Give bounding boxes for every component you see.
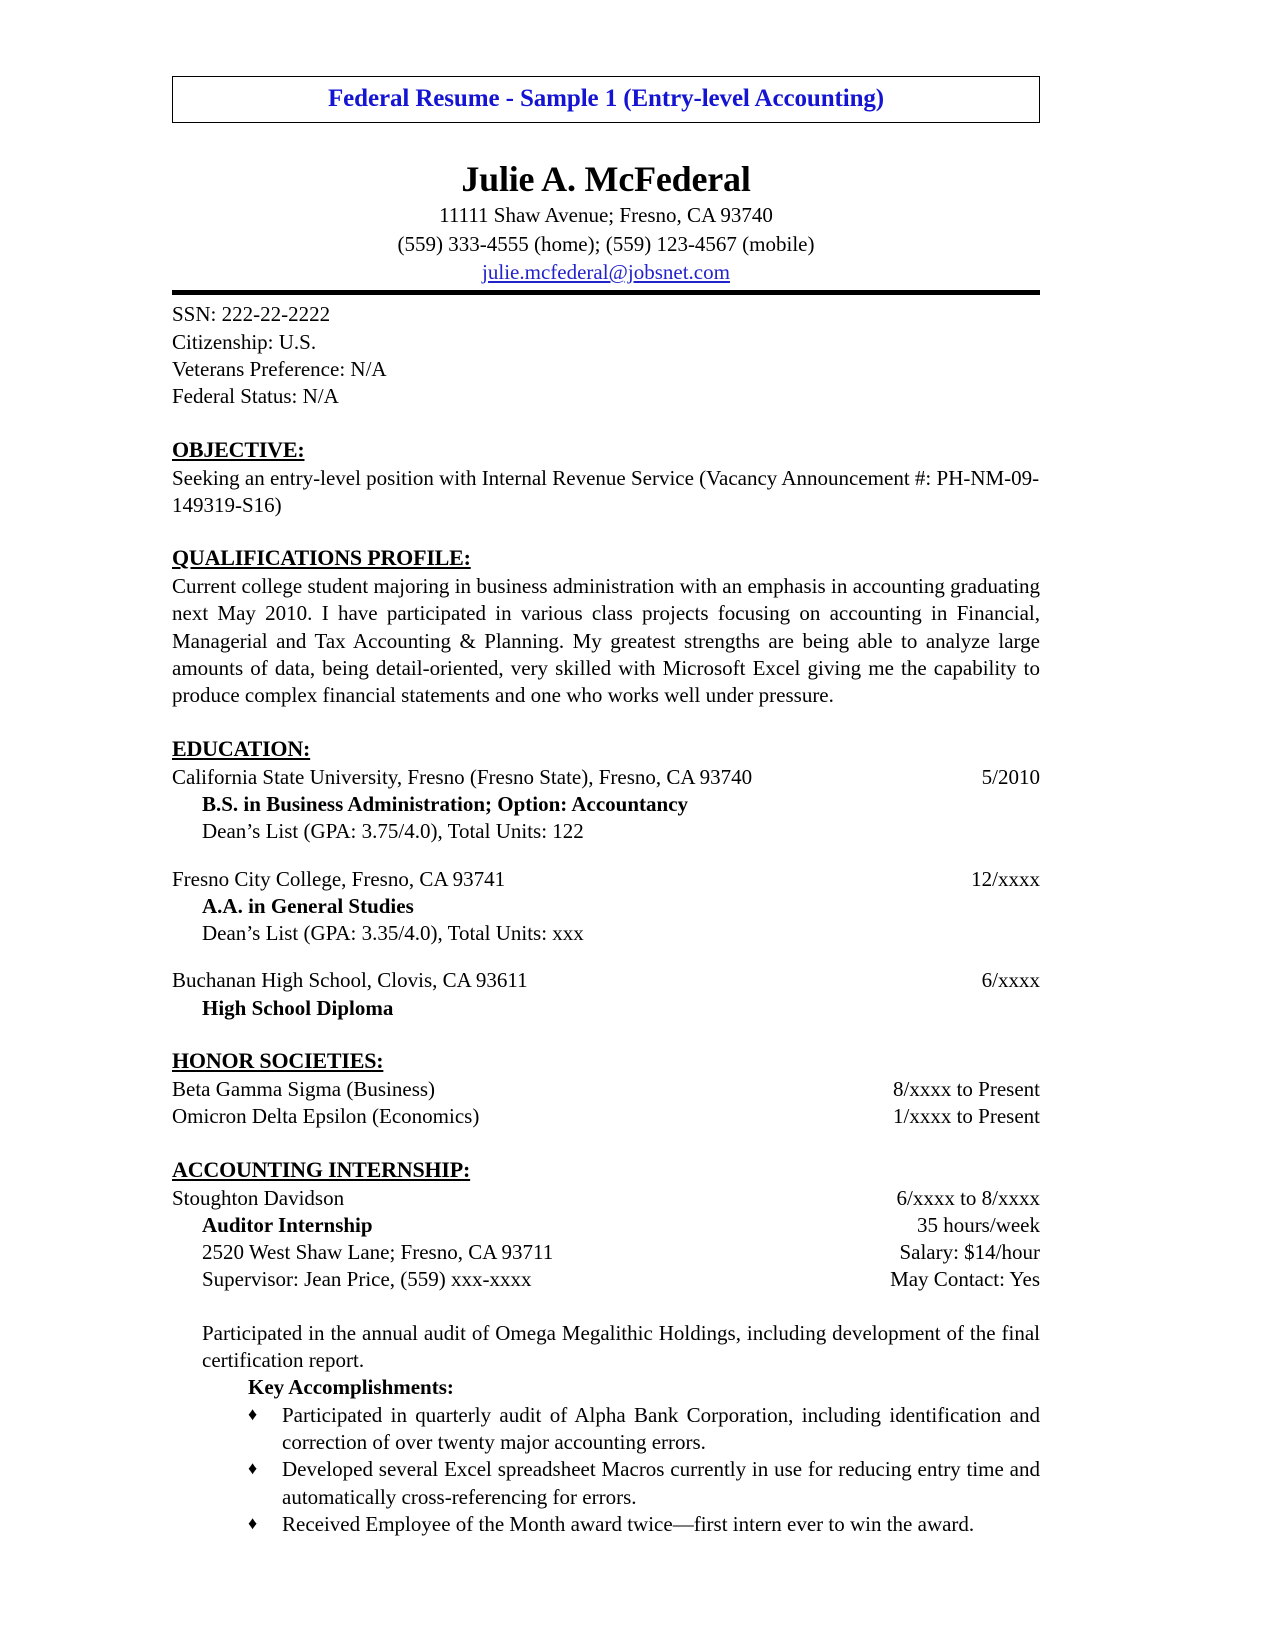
qualifications-heading: QUALIFICATIONS PROFILE: xyxy=(172,545,471,571)
qualifications-section xyxy=(172,545,1040,571)
education-entry-header xyxy=(172,764,1040,791)
accomplishment-item xyxy=(172,1456,1040,1511)
candidate-address: 11111 Shaw Avenue; Fresno, CA 93740 xyxy=(439,203,773,228)
internship-position-row xyxy=(172,1212,1040,1239)
honor-society-row xyxy=(172,1103,1040,1130)
diamond-bullet-icon: ♦ xyxy=(248,1403,258,1424)
qualifications-text: Current college student majoring in business administration with an emphasis in accounting graduating next May 2010. I have participated in various class projects focusing on accounting in Financial, Managerial and Tax Accounting & Planning. My greatest strengths are being able to analyze large amounts of data, being detail-oriented, very skilled with Microsoft Excel giving me the capability to produce complex financial statements and one who works well under pressure. xyxy=(172,574,1040,708)
honor-society-name: Omicron Delta Epsilon (Economics) xyxy=(172,1104,480,1129)
internship-salary: Salary: $14/hour xyxy=(899,1240,1040,1265)
education-degree: B.S. in Business Administration; Option: Accountancy xyxy=(202,791,689,816)
internship-may-contact: May Contact: Yes xyxy=(890,1267,1040,1292)
veterans-preference-line: Veterans Preference: N/A xyxy=(172,356,387,381)
internship-hours: 35 hours/week xyxy=(916,1212,1040,1237)
internship-employer: Stoughton Davidson xyxy=(172,1185,345,1210)
education-degree: A.A. in General Studies xyxy=(202,893,414,918)
internship-dates: 6/xxxx to 8/xxxx xyxy=(896,1185,1040,1210)
internship-position: Auditor Internship xyxy=(202,1212,373,1237)
education-date: 12/xxxx xyxy=(971,866,1040,891)
honor-society-row xyxy=(172,1076,1040,1103)
objective-heading: OBJECTIVE: xyxy=(172,436,305,462)
accomplishment-item xyxy=(172,1511,1040,1538)
spacer xyxy=(172,1294,1040,1320)
accomplishment-text: Received Employee of the Month award twice—first intern ever to win the award. xyxy=(282,1511,975,1536)
citizenship-line: Citizenship: U.S. xyxy=(172,329,317,354)
diamond-bullet-icon: ♦ xyxy=(248,1458,258,1479)
diamond-bullet-icon: ♦ xyxy=(248,1512,258,1533)
education-entry xyxy=(172,866,1040,948)
education-degree: High School Diploma xyxy=(202,995,394,1020)
accomplishment-text: Developed several Excel spreadsheet Macros currently in use for reducing entry time and automatically cross-referencing for errors. xyxy=(282,1457,1040,1509)
internship-heading: ACCOUNTING INTERNSHIP: xyxy=(172,1156,471,1182)
honor-society-date: 8/xxxx to Present xyxy=(893,1076,1040,1101)
education-date: 5/2010 xyxy=(981,764,1040,789)
education-section xyxy=(172,736,1040,762)
education-date: 6/xxxx xyxy=(981,968,1040,993)
internship-section xyxy=(172,1157,1040,1183)
internship-address: 2520 West Shaw Lane; Fresno, CA 93711 xyxy=(202,1240,554,1265)
candidate-name: Julie A. McFederal xyxy=(461,159,751,199)
education-school: California State University, Fresno (Fresno State), Fresno, CA 93740 xyxy=(172,764,753,789)
resume-content xyxy=(172,76,1040,1538)
education-entry-header xyxy=(172,967,1040,994)
ssn-line: SSN: 222-22-2222 xyxy=(172,302,331,327)
spacer xyxy=(172,846,1040,866)
education-detail: Dean’s List (GPA: 3.75/4.0), Total Units: 122 xyxy=(202,819,584,844)
honor-society-name: Beta Gamma Sigma (Business) xyxy=(172,1076,436,1101)
header-divider-rule xyxy=(172,290,1040,295)
honor-society-date: 1/xxxx to Present xyxy=(893,1104,1040,1129)
spacer xyxy=(172,947,1040,967)
internship-description: Participated in the annual audit of Omega Megalithic Holdings, including development of the final certification report. xyxy=(202,1320,1040,1373)
education-entry-header xyxy=(172,866,1040,893)
document-title-box xyxy=(172,76,1040,123)
federal-status-line: Federal Status: N/A xyxy=(172,384,339,409)
key-accomplishments-heading: Key Accomplishments: xyxy=(248,1375,454,1400)
accomplishment-text: Participated in quarterly audit of Alpha Bank Corporation, including identification and correction of over twenty major accounting errors. xyxy=(282,1402,1040,1454)
internship-supervisor: Supervisor: Jean Price, (559) xxx-xxxx xyxy=(202,1267,532,1292)
candidate-email-link[interactable]: julie.mcfederal@jobsnet.com xyxy=(482,260,730,284)
candidate-header xyxy=(172,159,1040,286)
education-heading: EDUCATION: xyxy=(172,735,311,761)
objective-section xyxy=(172,437,1040,463)
personal-info-block xyxy=(172,301,1040,410)
internship-employer-row xyxy=(172,1185,1040,1212)
objective-text: Seeking an entry-level position with Internal Revenue Service (Vacancy Announcement #: PH-NM-09-149319-S16) xyxy=(172,465,1040,517)
internship-address-row xyxy=(172,1239,1040,1266)
education-school: Fresno City College, Fresno, CA 93741 xyxy=(172,866,506,891)
education-school: Buchanan High School, Clovis, CA 93611 xyxy=(172,968,528,993)
education-entry xyxy=(172,764,1040,846)
internship-supervisor-row xyxy=(172,1266,1040,1293)
honor-societies-section xyxy=(172,1048,1040,1074)
education-entry xyxy=(172,967,1040,1022)
education-detail: Dean’s List (GPA: 3.35/4.0), Total Units: xxx xyxy=(202,921,584,946)
honor-societies-heading: HONOR SOCIETIES: xyxy=(172,1047,384,1073)
candidate-phones: (559) 333-4555 (home); (559) 123-4567 (mobile) xyxy=(397,231,815,256)
document-title: Federal Resume - Sample 1 (Entry-level Accounting) xyxy=(327,85,885,112)
accomplishment-item xyxy=(172,1402,1040,1457)
